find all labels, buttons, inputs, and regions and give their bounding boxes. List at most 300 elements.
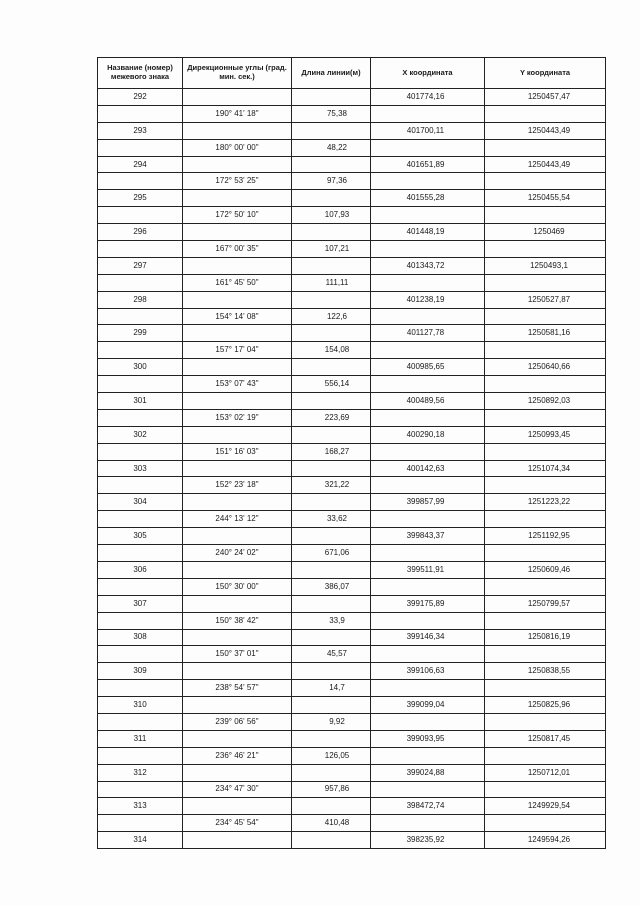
y-coordinate-text: 1250443,49 <box>527 125 571 135</box>
point-name <box>98 224 183 241</box>
empty-cell <box>292 697 371 714</box>
table-row <box>98 663 606 680</box>
y-coordinate-text: 1249929,54 <box>527 801 571 811</box>
direction-angle-text: 172° 53' 25" <box>215 176 259 186</box>
y-coordinate-text: 1250892,03 <box>527 395 571 405</box>
x-coordinate <box>371 764 485 781</box>
x-coordinate-text: 400142,63 <box>406 463 445 473</box>
table-row <box>98 713 606 730</box>
table-row <box>98 629 606 646</box>
direction-angle <box>183 477 292 494</box>
y-coordinate-text: 1250838,55 <box>527 666 571 676</box>
empty-cell <box>485 477 606 494</box>
point-name <box>98 730 183 747</box>
empty-cell <box>183 764 292 781</box>
empty-cell <box>183 122 292 139</box>
table-row <box>98 561 606 578</box>
x-coordinate-text: 399099,04 <box>406 700 445 709</box>
x-coordinate <box>371 730 485 747</box>
direction-angle <box>183 747 292 764</box>
y-coordinate-text: 1251223,22 <box>527 497 571 507</box>
empty-cell <box>371 308 485 325</box>
point-name-text: 306 <box>133 564 147 574</box>
empty-cell <box>183 561 292 578</box>
point-name <box>98 494 183 511</box>
y-coordinate-text: 1250469 <box>533 227 565 237</box>
empty-cell <box>98 713 183 730</box>
x-coordinate-text: 401651,89 <box>406 159 445 169</box>
x-coordinate <box>371 156 485 173</box>
line-length <box>292 376 371 393</box>
point-name <box>98 528 183 545</box>
table-row <box>98 257 606 274</box>
x-coordinate-text: 400985,65 <box>406 362 445 372</box>
empty-cell <box>98 511 183 528</box>
empty-cell <box>371 443 485 460</box>
empty-cell <box>292 89 371 106</box>
empty-cell <box>98 747 183 764</box>
direction-angle-text: 161° 45' 50" <box>215 277 259 287</box>
empty-cell <box>292 528 371 545</box>
empty-cell <box>98 612 183 629</box>
line-length-text: 45,57 <box>326 649 348 659</box>
y-coordinate-text: 1249594,26 <box>527 835 571 845</box>
empty-cell <box>292 122 371 139</box>
x-coordinate-text: 399146,34 <box>406 632 445 642</box>
empty-cell <box>98 443 183 460</box>
direction-angle <box>183 815 292 832</box>
y-coordinate-text: 1250816,19 <box>527 632 571 642</box>
direction-angle <box>183 241 292 258</box>
empty-cell <box>485 646 606 663</box>
x-coordinate-text: 401448,19 <box>406 227 445 237</box>
direction-angle-text: 239° 06' 56" <box>215 716 259 726</box>
x-coordinate <box>371 494 485 511</box>
line-length <box>292 308 371 325</box>
line-length-text: 321,22 <box>324 480 350 490</box>
empty-cell <box>183 426 292 443</box>
point-name-text: 300 <box>133 362 147 372</box>
line-length-text: 556,14 <box>324 379 350 389</box>
y-coordinate-text: 1250443,49 <box>527 159 571 169</box>
table-row <box>98 105 606 122</box>
x-coordinate-text: 399857,99 <box>406 497 445 507</box>
table-row <box>98 393 606 410</box>
line-length <box>292 612 371 629</box>
empty-cell <box>292 494 371 511</box>
direction-angle-text: 240° 24' 02" <box>215 547 259 557</box>
table-header-row <box>98 58 606 89</box>
point-name-text: 303 <box>133 463 147 473</box>
header-name: Название (номер) межевого знака <box>98 58 183 89</box>
table-row <box>98 595 606 612</box>
point-name-text: 292 <box>133 91 147 101</box>
empty-cell <box>98 173 183 190</box>
empty-cell <box>98 105 183 122</box>
table-row <box>98 325 606 342</box>
y-coordinate <box>485 325 606 342</box>
table-row <box>98 190 606 207</box>
empty-cell <box>371 646 485 663</box>
x-coordinate <box>371 325 485 342</box>
table-row <box>98 815 606 832</box>
x-coordinate <box>371 257 485 274</box>
x-coordinate <box>371 426 485 443</box>
empty-cell <box>485 241 606 258</box>
empty-cell <box>292 156 371 173</box>
direction-angle-text: 167° 00' 35" <box>215 243 259 253</box>
x-coordinate <box>371 359 485 376</box>
empty-cell <box>98 781 183 798</box>
line-length <box>292 815 371 832</box>
y-coordinate <box>485 89 606 106</box>
line-length <box>292 545 371 562</box>
x-coordinate-text: 398235,92 <box>406 835 445 845</box>
line-length-text: 671,06 <box>324 547 350 557</box>
empty-cell <box>371 747 485 764</box>
empty-cell <box>485 409 606 426</box>
y-coordinate <box>485 460 606 477</box>
line-length-text: 957,86 <box>324 784 350 794</box>
line-length <box>292 342 371 359</box>
y-coordinate-text: 1250455,54 <box>527 193 571 203</box>
empty-cell <box>183 798 292 815</box>
table-row <box>98 798 606 815</box>
empty-cell <box>485 207 606 224</box>
y-coordinate-text: 1250712,01 <box>527 767 571 777</box>
direction-angle <box>183 578 292 595</box>
table-row <box>98 308 606 325</box>
empty-cell <box>183 156 292 173</box>
table-row <box>98 376 606 393</box>
line-length <box>292 409 371 426</box>
line-length-text: 122,6 <box>326 311 348 321</box>
empty-cell <box>371 781 485 798</box>
point-name-text: 299 <box>133 328 147 338</box>
point-name <box>98 595 183 612</box>
empty-cell <box>371 139 485 156</box>
empty-cell <box>485 578 606 595</box>
table-row <box>98 528 606 545</box>
x-coordinate-text: 401343,72 <box>406 260 445 270</box>
x-coordinate <box>371 291 485 308</box>
table-row <box>98 241 606 258</box>
x-coordinate <box>371 798 485 815</box>
empty-cell <box>485 781 606 798</box>
empty-cell <box>292 595 371 612</box>
empty-cell <box>371 105 485 122</box>
empty-cell <box>183 359 292 376</box>
y-coordinate <box>485 494 606 511</box>
empty-cell <box>98 646 183 663</box>
direction-angle-text: 153° 07' 43" <box>215 379 259 389</box>
empty-cell <box>292 561 371 578</box>
point-name-text: 314 <box>133 835 147 845</box>
line-length <box>292 713 371 730</box>
y-coordinate <box>485 156 606 173</box>
x-coordinate <box>371 224 485 241</box>
empty-cell <box>292 426 371 443</box>
point-name-text: 298 <box>133 294 147 304</box>
table-row <box>98 545 606 562</box>
point-name <box>98 697 183 714</box>
y-coordinate <box>485 561 606 578</box>
table-row <box>98 494 606 511</box>
line-length <box>292 646 371 663</box>
direction-angle-text: 153° 02' 19" <box>215 412 259 422</box>
point-name-text: 312 <box>133 767 147 777</box>
y-coordinate <box>485 730 606 747</box>
table-row <box>98 207 606 224</box>
empty-cell <box>485 376 606 393</box>
empty-cell <box>292 224 371 241</box>
empty-cell <box>292 257 371 274</box>
table-row <box>98 409 606 426</box>
x-coordinate <box>371 122 485 139</box>
direction-angle <box>183 545 292 562</box>
empty-cell <box>371 241 485 258</box>
table-row <box>98 697 606 714</box>
x-coordinate-text: 399511,91 <box>406 564 445 574</box>
table-row <box>98 224 606 241</box>
y-coordinate <box>485 595 606 612</box>
x-coordinate-text: 401700,11 <box>406 125 445 135</box>
direction-angle <box>183 274 292 291</box>
boundary-coordinates-table <box>97 57 606 849</box>
y-coordinate <box>485 190 606 207</box>
empty-cell <box>371 511 485 528</box>
table-row <box>98 764 606 781</box>
empty-cell <box>183 595 292 612</box>
empty-cell <box>292 359 371 376</box>
line-length-text: 107,93 <box>324 210 350 220</box>
point-name-text: 305 <box>133 531 147 541</box>
empty-cell <box>371 207 485 224</box>
empty-cell <box>183 697 292 714</box>
line-length-text: 126,05 <box>324 750 350 760</box>
point-name <box>98 832 183 849</box>
direction-angle-text: 154° 14' 08" <box>215 311 259 321</box>
y-coordinate-text: 1250581,16 <box>527 328 571 338</box>
x-coordinate-text: 400489,56 <box>406 395 445 405</box>
x-coordinate-text: 399843,37 <box>406 531 445 541</box>
y-coordinate-text: 1250493,1 <box>530 260 568 270</box>
y-coordinate <box>485 663 606 680</box>
point-name <box>98 561 183 578</box>
point-name-text: 301 <box>133 395 147 405</box>
y-coordinate <box>485 122 606 139</box>
y-coordinate <box>485 832 606 849</box>
line-length <box>292 781 371 798</box>
point-name <box>98 393 183 410</box>
empty-cell <box>98 139 183 156</box>
direction-angle <box>183 680 292 697</box>
empty-cell <box>371 713 485 730</box>
x-coordinate <box>371 663 485 680</box>
x-coordinate-text: 401774,16 <box>406 91 445 101</box>
empty-cell <box>371 578 485 595</box>
empty-cell <box>98 207 183 224</box>
x-coordinate <box>371 190 485 207</box>
table-row <box>98 747 606 764</box>
point-name <box>98 798 183 815</box>
empty-cell <box>292 730 371 747</box>
point-name-text: 309 <box>133 666 147 676</box>
direction-angle <box>183 173 292 190</box>
x-coordinate <box>371 595 485 612</box>
empty-cell <box>292 832 371 849</box>
table-row <box>98 274 606 291</box>
y-coordinate <box>485 257 606 274</box>
empty-cell <box>98 409 183 426</box>
table-row <box>98 477 606 494</box>
empty-cell <box>98 342 183 359</box>
x-coordinate-text: 398472,74 <box>406 801 445 811</box>
empty-cell <box>371 342 485 359</box>
x-coordinate <box>371 89 485 106</box>
point-name <box>98 663 183 680</box>
empty-cell <box>183 730 292 747</box>
empty-cell <box>371 376 485 393</box>
empty-cell <box>485 443 606 460</box>
line-length-text: 97,36 <box>326 176 348 186</box>
y-coordinate <box>485 224 606 241</box>
line-length <box>292 578 371 595</box>
empty-cell <box>183 494 292 511</box>
direction-angle-text: 150° 38' 42" <box>215 615 259 625</box>
direction-angle-text: 244° 13' 12" <box>215 514 259 524</box>
direction-angle-text: 150° 37' 01" <box>215 649 259 659</box>
line-length-text: 14,7 <box>329 683 345 693</box>
direction-angle-text: 180° 00' 00" <box>215 142 259 152</box>
empty-cell <box>98 274 183 291</box>
empty-cell <box>371 274 485 291</box>
y-coordinate-text: 1250609,46 <box>527 564 571 574</box>
direction-angle <box>183 443 292 460</box>
x-coordinate-text: 401555,28 <box>406 193 445 203</box>
y-coordinate <box>485 764 606 781</box>
empty-cell <box>183 291 292 308</box>
point-name <box>98 764 183 781</box>
empty-cell <box>485 680 606 697</box>
x-coordinate <box>371 528 485 545</box>
direction-angle <box>183 342 292 359</box>
line-length-text: 154,08 <box>324 345 350 355</box>
empty-cell <box>183 832 292 849</box>
point-name <box>98 325 183 342</box>
direction-angle-text: 238° 54' 57" <box>215 683 259 693</box>
point-name <box>98 291 183 308</box>
direction-angle-text: 190° 41' 18" <box>215 108 259 118</box>
empty-cell <box>485 274 606 291</box>
line-length <box>292 477 371 494</box>
empty-cell <box>485 139 606 156</box>
y-coordinate-text: 1251074,34 <box>527 463 571 473</box>
line-length <box>292 207 371 224</box>
table-row <box>98 342 606 359</box>
line-length <box>292 274 371 291</box>
header-x: X координата <box>371 58 485 89</box>
x-coordinate-text: 399175,89 <box>406 598 445 608</box>
line-length <box>292 511 371 528</box>
line-length-text: 107,21 <box>324 243 350 253</box>
table-row <box>98 359 606 376</box>
direction-angle-text: 172° 50' 10" <box>215 210 259 220</box>
point-name-text: 297 <box>133 260 147 270</box>
point-name-text: 295 <box>133 193 147 203</box>
point-name-text: 313 <box>133 801 147 811</box>
y-coordinate <box>485 629 606 646</box>
empty-cell <box>292 764 371 781</box>
direction-angle <box>183 105 292 122</box>
table-row <box>98 680 606 697</box>
empty-cell <box>371 680 485 697</box>
line-length <box>292 443 371 460</box>
x-coordinate <box>371 460 485 477</box>
table-row <box>98 89 606 106</box>
direction-angle <box>183 207 292 224</box>
direction-angle-text: 152° 23' 18" <box>215 480 259 490</box>
empty-cell <box>485 308 606 325</box>
empty-cell <box>292 291 371 308</box>
point-name <box>98 629 183 646</box>
empty-cell <box>98 815 183 832</box>
y-coordinate-text: 1250640,66 <box>527 362 571 372</box>
table-row <box>98 781 606 798</box>
line-length-text: 111,11 <box>325 277 349 287</box>
line-length-text: 33,9 <box>329 615 345 625</box>
point-name-text: 310 <box>133 700 147 709</box>
point-name-text: 304 <box>133 497 147 507</box>
point-name <box>98 257 183 274</box>
x-coordinate <box>371 832 485 849</box>
x-coordinate-text: 399024,88 <box>406 767 445 777</box>
point-name-text: 308 <box>133 632 147 642</box>
line-length-text: 223,69 <box>324 412 350 422</box>
table-row <box>98 156 606 173</box>
empty-cell <box>485 747 606 764</box>
direction-angle <box>183 139 292 156</box>
table-row <box>98 291 606 308</box>
empty-cell <box>371 477 485 494</box>
line-length-text: 386,07 <box>324 581 350 591</box>
table-row <box>98 443 606 460</box>
x-coordinate-text: 401127,78 <box>406 328 445 338</box>
line-length-text: 75,38 <box>326 108 348 118</box>
y-coordinate <box>485 528 606 545</box>
header-y: Y координата <box>485 58 606 89</box>
empty-cell <box>98 376 183 393</box>
y-coordinate-text: 1250825,96 <box>527 700 571 709</box>
line-length-text: 33,62 <box>326 514 348 524</box>
table-row <box>98 511 606 528</box>
point-name-text: 311 <box>133 733 147 743</box>
direction-angle-text: 234° 47' 30" <box>215 784 259 794</box>
x-coordinate <box>371 561 485 578</box>
direction-angle <box>183 646 292 663</box>
table-row <box>98 646 606 663</box>
direction-angle-text: 157° 17' 04" <box>215 345 259 355</box>
empty-cell <box>371 545 485 562</box>
table-row <box>98 122 606 139</box>
direction-angle-text: 151° 16' 03" <box>215 446 259 456</box>
table-body <box>98 89 606 849</box>
point-name <box>98 460 183 477</box>
empty-cell <box>292 460 371 477</box>
table-row <box>98 612 606 629</box>
empty-cell <box>183 460 292 477</box>
point-name <box>98 89 183 106</box>
